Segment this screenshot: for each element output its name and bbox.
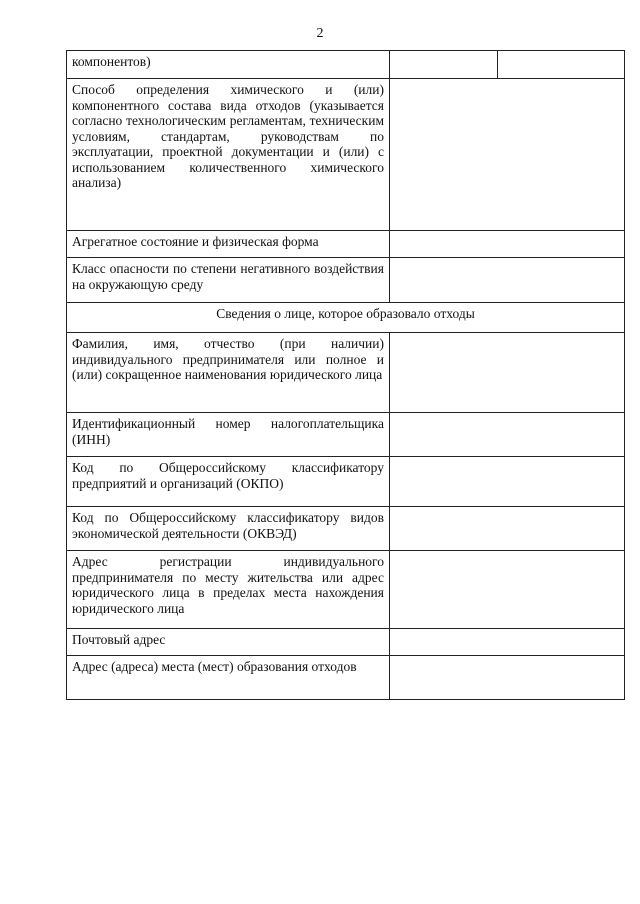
table-row	[67, 551, 625, 629]
row-label-components: компонентов)	[67, 51, 390, 79]
row-label-okved: Код по Общероссийскому классификатору видов экономической деятельности (ОКВЭД)	[67, 507, 390, 551]
row-label-entrepreneur-name: Фамилия, имя, отчество (при наличии) индивидуального предпринимателя или полное и (или) сокращенное наименования юридического лица	[67, 333, 390, 413]
table-row	[67, 333, 625, 413]
table-row	[67, 413, 625, 457]
value-cell[interactable]	[390, 258, 625, 303]
table-row	[67, 231, 625, 258]
value-cell[interactable]	[390, 551, 625, 629]
table-row	[67, 51, 625, 79]
table-row	[67, 656, 625, 700]
page-number: 2	[316, 26, 324, 41]
value-cell[interactable]	[390, 231, 625, 258]
table-row	[67, 303, 625, 333]
value-cell[interactable]	[390, 656, 625, 700]
table-row	[67, 258, 625, 303]
waste-passport-table	[66, 50, 625, 700]
table-row	[67, 629, 625, 656]
row-label-aggregate-state: Агрегатное состояние и физическая форма	[67, 231, 390, 258]
row-label-postal-address: Почтовый адрес	[67, 629, 390, 656]
table-row	[67, 79, 625, 231]
value-cell[interactable]	[390, 51, 498, 79]
row-label-waste-origin-address: Адрес (адреса) места (мест) образования отходов	[67, 656, 390, 700]
value-cell[interactable]	[390, 79, 625, 231]
value-cell[interactable]	[390, 333, 625, 413]
table-row	[67, 457, 625, 507]
value-cell[interactable]	[390, 457, 625, 507]
value-cell[interactable]	[390, 507, 625, 551]
row-label-inn: Идентификационный номер налогоплательщика (ИНН)	[67, 413, 390, 457]
value-cell[interactable]	[390, 629, 625, 656]
row-label-registration-address: Адрес регистрации индивидуального предпринимателя по месту жительства или адрес юридического лица в пределах места нахождения юридического лица	[67, 551, 390, 629]
table-row	[67, 507, 625, 551]
section-heading: Сведения о лице, которое образовало отходы	[67, 303, 625, 333]
row-label-composition-method: Способ определения химического и (или) компонентного состава вида отходов (указывается согласно технологическим регламентам, техническим условиям, стандартам, руководствам по эксплуатации, проектной документации и (или) с использованием количественного химического анализа)	[67, 79, 390, 231]
row-label-hazard-class: Класс опасности по степени негативного воздействия на окружающую среду	[67, 258, 390, 303]
value-cell[interactable]	[390, 413, 625, 457]
row-label-okpo: Код по Общероссийскому классификатору предприятий и организаций (ОКПО)	[67, 457, 390, 507]
value-cell[interactable]	[498, 51, 625, 79]
